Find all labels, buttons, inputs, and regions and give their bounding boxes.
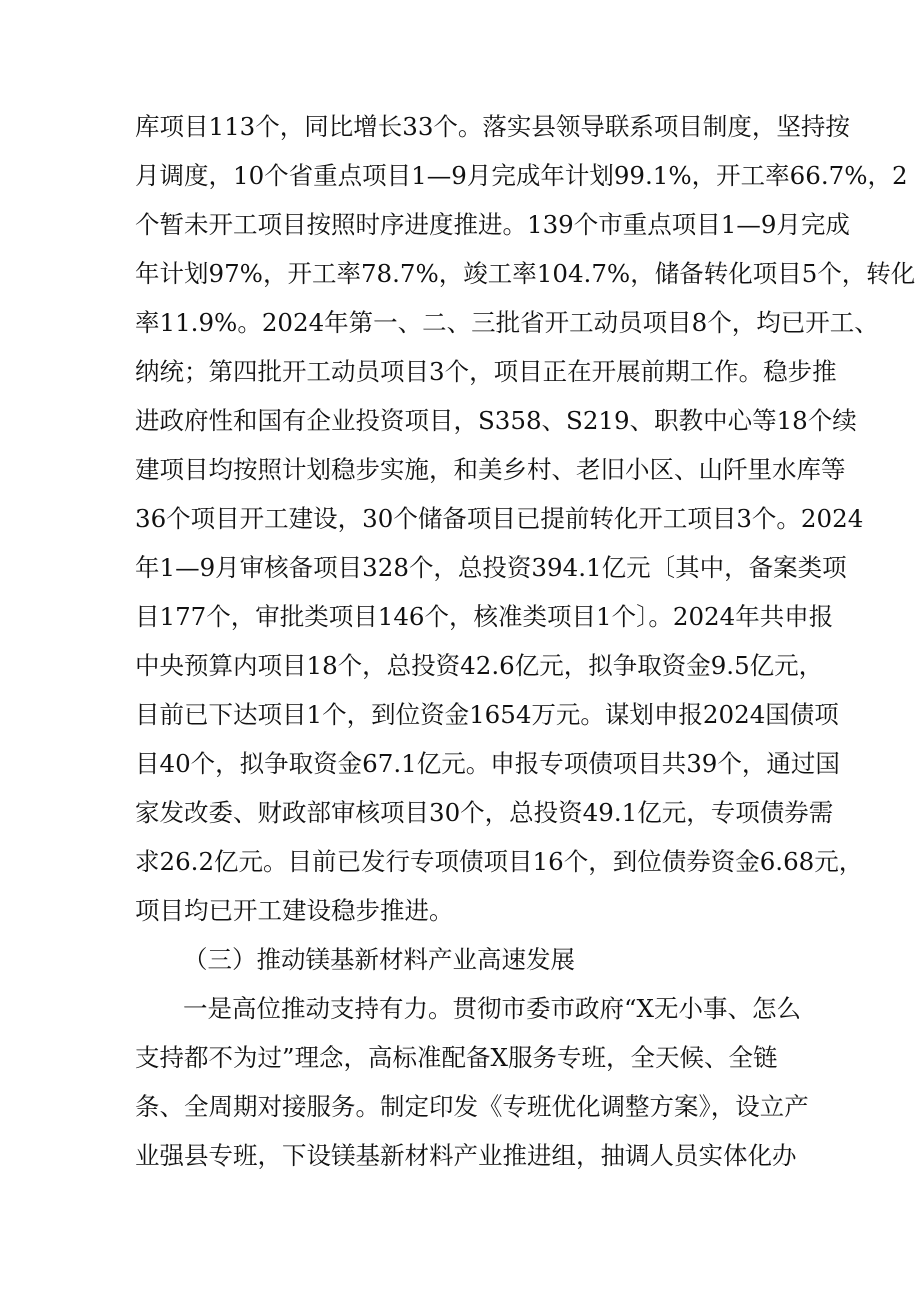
paragraph-line: 条、全周期对接服务。制定印发《专班优化调整方案》，设立产: [135, 1092, 809, 1121]
paragraph-line: 年计划97%，开工率78.7%，竣工率104.7%，储备转化项目5个，转化: [135, 259, 916, 288]
paragraph-line: 个暂未开工项目按照时序进度推进。139个市重点项目1—9月完成: [135, 210, 850, 239]
paragraph-line: 年1—9月审核备项目328个，总投资394.1亿元〔其中，备案类项: [135, 553, 847, 582]
paragraph-line: 目前已下达项目1个，到位资金1654万元。谋划申报2024国债项: [135, 700, 839, 729]
paragraph-line: 一是高位推动支持有力。贯彻市委市政府“X无小事、怎么: [183, 994, 801, 1023]
paragraph-line: 率11.9%。2024年第一、二、三批省开工动员项目8个，均已开工、: [135, 308, 879, 337]
paragraph-line: 纳统；第四批开工动员项目3个，项目正在开展前期工作。稳步推: [135, 357, 837, 386]
paragraph-line: 业强县专班，下设镁基新材料产业推进组，抽调人员实体化办: [135, 1141, 797, 1170]
paragraph-line: 家发改委、财政部审核项目30个，总投资49.1亿元，专项债券需: [135, 798, 834, 827]
paragraph-line: 36个项目开工建设，30个储备项目已提前转化开工项目3个。2024: [135, 504, 864, 533]
paragraph-line: 建项目均按照计划稳步实施，和美乡村、老旧小区、山阡里水库等: [135, 455, 846, 484]
paragraph-line: 求26.2亿元。目前已发行专项债项目16个，到位债券资金6.68元，: [135, 847, 864, 876]
paragraph-line: 目177个，审批类项目146个，核准类项目1个〕。2024年共申报: [135, 602, 834, 631]
paragraph-line: 目40个，拟争取资金67.1亿元。申报专项债项目共39个，通过国: [135, 749, 840, 778]
section-heading: （三）推动镁基新材料产业高速发展: [183, 945, 575, 974]
paragraph-line: 支持都不为过”理念，高标准配备X服务专班，全天候、全链: [135, 1043, 778, 1072]
paragraph-line: 进政府性和国有企业投资项目，S358、S219、职教中心等18个续: [135, 406, 857, 435]
paragraph-line: 库项目113个，同比增长33个。落实县领导联系项目制度，坚持按: [135, 112, 850, 141]
paragraph-line: 中央预算内项目18个，总投资42.6亿元，拟争取资金9.5亿元，: [135, 651, 824, 680]
paragraph-line: 项目均已开工建设稳步推进。: [135, 896, 454, 925]
paragraph-line: 月调度，10个省重点项目1—9月完成年计划99.1%，开工率66.7%，2: [135, 161, 908, 190]
